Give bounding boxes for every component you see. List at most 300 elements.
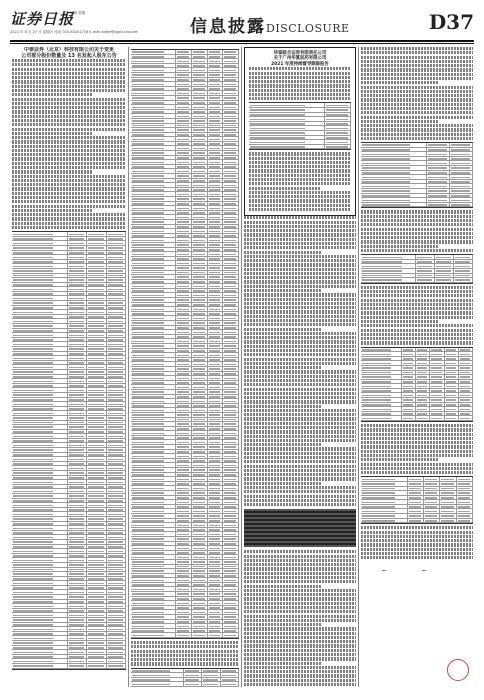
table-cell	[68, 586, 87, 590]
table-cell	[87, 568, 106, 572]
body-text-line	[244, 430, 356, 433]
table-cell	[87, 301, 106, 305]
table-cell	[208, 583, 224, 587]
table-cell	[107, 595, 126, 599]
table-cell	[208, 229, 224, 233]
table-cell	[435, 274, 454, 278]
table-cell	[424, 514, 440, 518]
table-cell	[208, 289, 224, 293]
body-text-line	[244, 555, 356, 558]
table-cell	[440, 514, 456, 518]
table-cell	[416, 412, 430, 416]
data-table	[361, 254, 473, 284]
table-cell	[176, 326, 192, 330]
table-cell	[87, 310, 106, 314]
body-text-line	[12, 222, 126, 225]
table-cell	[87, 237, 106, 241]
table-cell	[249, 108, 325, 112]
table-cell	[12, 264, 68, 268]
table-cell	[131, 678, 184, 682]
table-cell	[223, 68, 239, 72]
table-cell	[131, 682, 184, 686]
table-cell	[223, 87, 239, 91]
table-cell	[176, 583, 192, 587]
body-text-line	[244, 302, 356, 305]
table-cell	[223, 101, 239, 105]
table-cell	[131, 238, 176, 242]
table-cell	[87, 434, 106, 438]
table-cell	[192, 91, 208, 95]
table-cell	[176, 188, 192, 192]
table-cell	[87, 590, 106, 594]
table-cell	[450, 166, 473, 170]
table-cell	[459, 361, 473, 365]
body-text-line	[244, 435, 356, 438]
table-cell	[107, 641, 126, 645]
table-cell	[176, 206, 192, 210]
body-text-line	[244, 602, 356, 605]
table-cell	[176, 330, 192, 334]
table-cell	[87, 292, 106, 296]
body-text-line	[244, 298, 356, 301]
table-cell	[325, 140, 351, 144]
table-cell	[192, 606, 208, 610]
table-cell	[131, 519, 176, 523]
table-cell	[208, 454, 224, 458]
body-text-line	[361, 556, 473, 559]
table-cell	[87, 241, 106, 245]
table-cell	[208, 358, 224, 362]
body-text-line	[244, 469, 356, 472]
table-cell	[440, 477, 456, 481]
table-cell	[192, 358, 208, 362]
table-cell	[107, 274, 126, 278]
table-cell	[208, 124, 224, 128]
table-cell	[12, 278, 68, 282]
table-cell	[12, 237, 68, 241]
table-cell	[223, 91, 239, 95]
table-cell	[12, 342, 68, 346]
table-row	[249, 145, 351, 150]
table-cell	[12, 618, 68, 622]
table-cell	[107, 522, 126, 526]
table-cell	[408, 482, 424, 486]
body-text-line	[244, 490, 356, 493]
body-text-line	[249, 165, 351, 168]
table-cell	[223, 179, 239, 183]
table-cell	[87, 646, 106, 650]
table-cell	[107, 421, 126, 425]
table-cell	[208, 91, 224, 95]
body-text-line	[361, 210, 473, 213]
table-cell	[12, 517, 68, 521]
body-text-line	[361, 51, 473, 54]
table-cell	[361, 166, 427, 170]
table-cell	[131, 624, 176, 628]
body-text-line	[12, 175, 126, 178]
table-cell	[107, 531, 126, 535]
table-cell	[208, 248, 224, 252]
table-cell	[68, 655, 87, 659]
body-text-line	[361, 68, 473, 71]
table-cell	[402, 398, 416, 402]
body-text-line	[244, 477, 356, 480]
middle-notice-title-box	[244, 47, 356, 216]
table-cell	[131, 408, 176, 412]
date-line: 2022 年 8 月 27 日 星期六 电话 010-83251716 E-mail:zqrb9@zqrb.sina.net	[10, 30, 138, 34]
table-cell	[408, 496, 424, 500]
table-cell	[107, 563, 126, 567]
column-right-notice	[361, 47, 473, 687]
table-cell	[68, 489, 87, 493]
table-cell	[176, 151, 192, 155]
table-cell	[12, 554, 68, 558]
table-cell	[68, 480, 87, 484]
table-cell	[87, 609, 106, 613]
table-cell	[208, 555, 224, 559]
table-cell	[208, 215, 224, 219]
body-text-line	[249, 195, 351, 198]
table-cell	[68, 641, 87, 645]
table-cell	[131, 496, 176, 500]
table-cell	[208, 509, 224, 513]
table-cell	[192, 473, 208, 477]
table-cell	[107, 384, 126, 388]
table-cell	[12, 274, 68, 278]
table-cell	[361, 416, 402, 420]
table-cell	[424, 477, 440, 481]
body-text-line	[244, 216, 356, 219]
table-cell	[325, 126, 351, 130]
body-text-line	[361, 294, 473, 297]
table-cell	[435, 255, 454, 259]
table-cell	[223, 376, 239, 380]
table-cell	[450, 143, 473, 147]
table-cell	[68, 448, 87, 452]
body-text-line	[361, 64, 473, 67]
table-cell	[402, 357, 416, 361]
table-cell	[107, 549, 126, 553]
table-cell	[131, 385, 176, 389]
table-cell	[68, 664, 87, 668]
table-cell	[176, 234, 192, 238]
table-cell	[176, 597, 192, 601]
table-cell	[12, 512, 68, 516]
body-text-line	[12, 85, 126, 88]
table-cell	[223, 229, 239, 233]
table-cell	[12, 558, 68, 562]
table-cell	[131, 440, 176, 444]
table-cell	[12, 315, 68, 319]
body-text-line	[12, 132, 92, 135]
body-text-line	[361, 428, 473, 431]
table-cell	[68, 338, 87, 342]
table-cell	[12, 632, 68, 636]
table-cell	[192, 528, 208, 532]
table-cell	[87, 398, 106, 402]
table-cell	[435, 278, 454, 282]
table-cell	[68, 375, 87, 379]
table-cell	[223, 528, 239, 532]
body-text-line	[244, 246, 356, 249]
middle-notice-title-line2: 关于广州华夏医药有限公司	[273, 56, 327, 62]
body-text-line	[361, 454, 473, 457]
body-text-line	[244, 315, 356, 318]
table-cell	[12, 388, 68, 392]
table-cell	[192, 137, 208, 141]
table-cell	[208, 271, 224, 275]
table-cell	[223, 395, 239, 399]
table-cell	[454, 274, 473, 278]
table-cell	[131, 620, 176, 624]
table-cell	[361, 152, 427, 156]
table-cell	[223, 326, 239, 330]
table-cell	[131, 574, 176, 578]
table-cell	[87, 526, 106, 530]
body-text-line	[244, 375, 356, 378]
section-title	[190, 12, 350, 37]
table-cell	[208, 312, 224, 316]
table-cell	[12, 540, 68, 544]
table-cell	[87, 623, 106, 627]
table-cell	[223, 248, 239, 252]
table-cell	[131, 124, 176, 128]
table-cell	[208, 87, 224, 91]
body-text-line	[12, 98, 126, 101]
table-cell	[12, 586, 68, 590]
table-cell	[208, 284, 224, 288]
table-cell	[208, 633, 224, 637]
body-text-line	[244, 379, 356, 382]
table-cell	[223, 114, 239, 118]
table-cell	[87, 512, 106, 516]
table-cell	[427, 166, 450, 170]
table-cell	[192, 101, 208, 105]
body-text-line	[361, 47, 473, 50]
table-cell	[12, 310, 68, 314]
table-cell	[107, 315, 126, 319]
table-cell	[131, 427, 176, 431]
table-cell	[208, 491, 224, 495]
table-cell	[131, 293, 176, 297]
table-cell	[107, 329, 126, 333]
table-cell	[12, 375, 68, 379]
table-cell	[208, 169, 224, 173]
table-cell	[192, 124, 208, 128]
table-cell	[416, 348, 430, 352]
table-cell	[131, 202, 176, 206]
table-cell	[408, 487, 424, 491]
body-text-line	[361, 107, 473, 110]
body-text-line	[244, 392, 356, 395]
table-cell	[223, 624, 239, 628]
body-text-line	[361, 249, 473, 252]
newspaper-logo: 证券日报	[10, 10, 75, 28]
table-cell	[107, 659, 126, 663]
table-cell	[107, 499, 126, 503]
table-cell	[208, 468, 224, 472]
table-cell	[192, 459, 208, 463]
header-rule	[10, 40, 474, 42]
table-cell	[361, 477, 408, 481]
table-cell	[223, 615, 239, 619]
table-cell	[176, 220, 192, 224]
table-cell	[107, 398, 126, 402]
table-cell	[12, 636, 68, 640]
table-cell	[424, 509, 440, 513]
table-cell	[87, 494, 106, 498]
table-cell	[445, 371, 459, 375]
table-cell	[176, 413, 192, 417]
table-cell	[176, 532, 192, 536]
table-cell	[192, 408, 208, 412]
table-cell	[131, 266, 176, 270]
table-cell	[87, 577, 106, 581]
table-cell	[208, 119, 224, 123]
table-cell	[87, 595, 106, 599]
table-cell	[361, 389, 402, 393]
body-text-line	[244, 657, 356, 660]
table-cell	[87, 388, 106, 392]
table-cell	[427, 198, 450, 202]
table-cell	[192, 183, 208, 187]
table-cell	[131, 500, 176, 504]
table-cell	[87, 246, 106, 250]
table-cell	[87, 324, 106, 328]
body-text-line	[244, 495, 356, 498]
table-cell	[416, 352, 430, 356]
table-cell	[176, 78, 192, 82]
table-cell	[427, 180, 450, 184]
table-cell	[459, 393, 473, 397]
table-cell	[107, 232, 126, 236]
table-cell	[361, 352, 402, 356]
table-cell	[450, 184, 473, 188]
body-text-line	[361, 128, 473, 131]
table-cell	[223, 142, 239, 146]
table-cell	[176, 491, 192, 495]
table-cell	[107, 471, 126, 475]
table-cell	[176, 349, 192, 353]
table-cell	[361, 161, 427, 165]
table-cell	[68, 590, 87, 594]
table-cell	[223, 188, 239, 192]
table-cell	[107, 517, 126, 521]
table-cell	[68, 535, 87, 539]
signature-area	[361, 565, 473, 581]
table-cell	[223, 183, 239, 187]
table-cell	[176, 542, 192, 546]
table-cell	[12, 577, 68, 581]
table-cell	[176, 179, 192, 183]
table-cell	[68, 434, 87, 438]
table-cell	[107, 375, 126, 379]
section-title-cn: 信息披露	[190, 17, 266, 37]
table-cell	[223, 408, 239, 412]
table-cell	[12, 347, 68, 351]
table-cell	[107, 402, 126, 406]
table-cell	[87, 618, 106, 622]
table-cell	[12, 398, 68, 402]
table-cell	[184, 669, 202, 673]
table-cell	[68, 545, 87, 549]
table-cell	[416, 407, 430, 411]
table-cell	[450, 171, 473, 175]
table-cell	[192, 119, 208, 123]
table-cell	[192, 344, 208, 348]
table-cell	[176, 450, 192, 454]
table-cell	[450, 194, 473, 198]
table-cell	[459, 357, 473, 361]
table-cell	[208, 321, 224, 325]
table-cell	[87, 402, 106, 406]
table-cell	[131, 169, 176, 173]
table-cell	[192, 206, 208, 210]
table-cell	[223, 330, 239, 334]
table-cell	[459, 384, 473, 388]
table-cell	[208, 68, 224, 72]
table-cell	[192, 142, 208, 146]
table-cell	[325, 136, 351, 140]
table-cell	[208, 303, 224, 307]
table-cell	[184, 673, 202, 677]
table-cell	[131, 349, 176, 353]
table-cell	[208, 105, 224, 109]
table-cell	[87, 370, 106, 374]
table-cell	[223, 601, 239, 605]
table-cell	[176, 473, 192, 477]
body-text-line	[12, 89, 126, 92]
body-text-line	[244, 336, 356, 339]
body-text-line	[361, 98, 473, 101]
table-cell	[208, 601, 224, 605]
table-cell	[440, 496, 456, 500]
table-cell	[208, 344, 224, 348]
body-text-line	[249, 72, 351, 75]
table-cell	[361, 143, 427, 147]
table-cell	[192, 215, 208, 219]
table-cell	[430, 407, 444, 411]
table-cell	[361, 198, 427, 202]
table-cell	[12, 489, 68, 493]
data-table	[361, 347, 473, 423]
body-text-line	[361, 311, 473, 314]
table-cell	[361, 269, 416, 273]
table-cell	[402, 366, 416, 370]
table-cell	[68, 540, 87, 544]
table-cell	[87, 416, 106, 420]
table-cell	[208, 574, 224, 578]
table-cell	[223, 96, 239, 100]
table-cell	[223, 505, 239, 509]
table-cell	[208, 202, 224, 206]
table-cell	[131, 271, 176, 275]
table-cell	[176, 399, 192, 403]
table-cell	[223, 555, 239, 559]
table-cell	[107, 260, 126, 264]
table-cell	[176, 257, 192, 261]
table-cell	[430, 403, 444, 407]
table-cell	[208, 101, 224, 105]
table-cell	[223, 82, 239, 86]
body-text-line	[244, 221, 356, 224]
table-cell	[192, 578, 208, 582]
table-cell	[223, 146, 239, 150]
table-cell	[223, 413, 239, 417]
table-cell	[87, 329, 106, 333]
body-text-line	[249, 97, 351, 100]
table-cell	[68, 310, 87, 314]
